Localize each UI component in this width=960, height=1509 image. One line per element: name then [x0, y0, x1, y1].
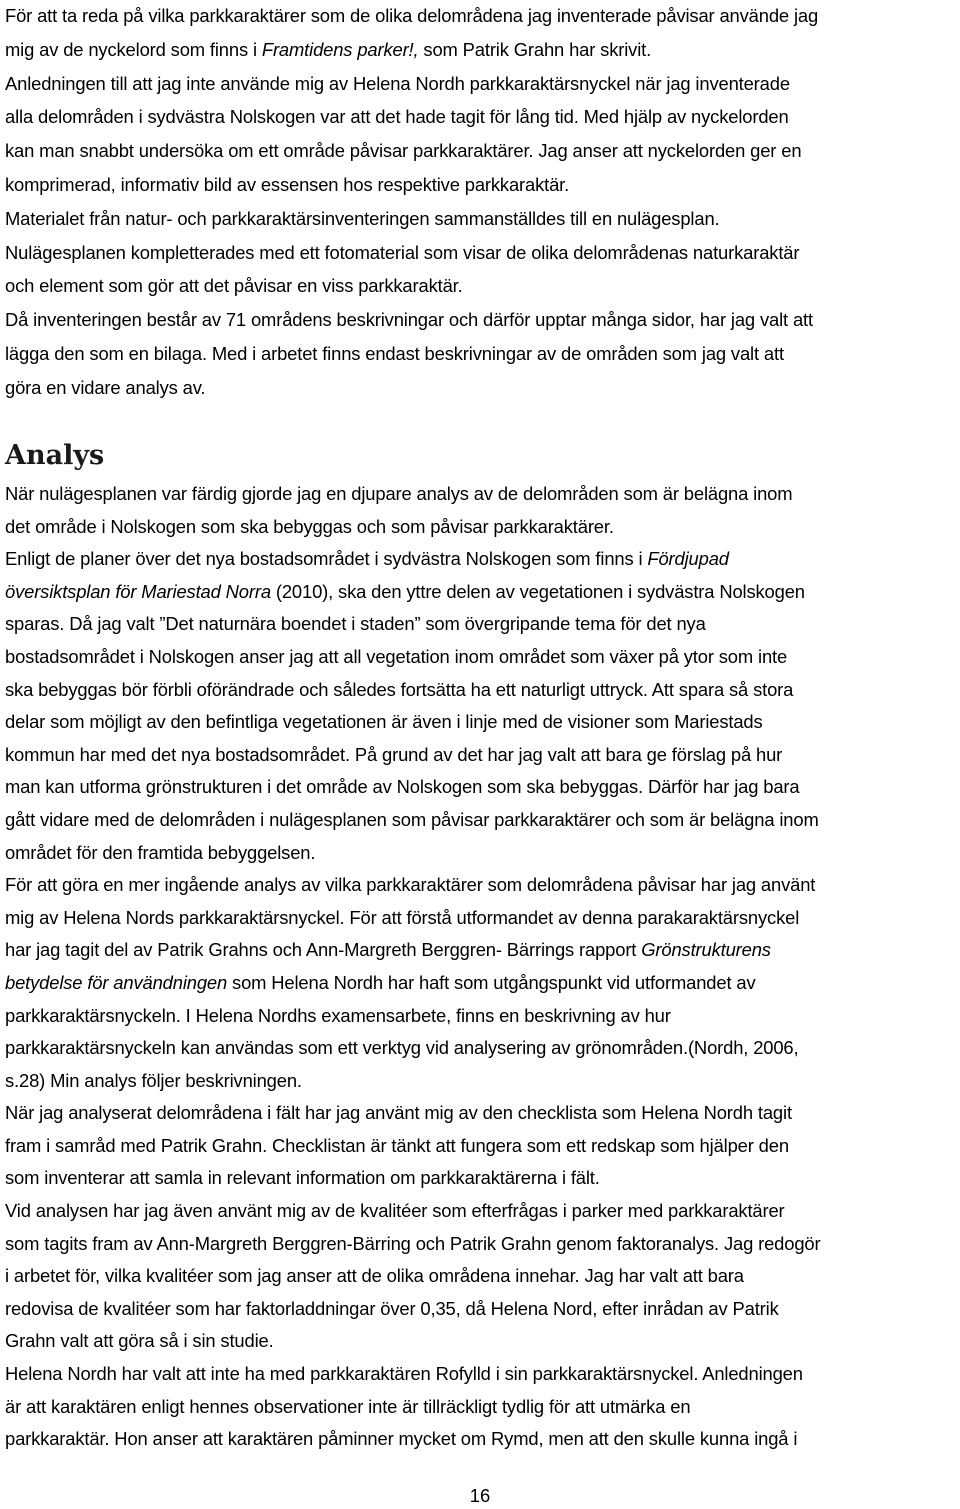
text-line — [5, 1260, 955, 1293]
text-run: mig av Helena Nords parkkaraktärsnyckel. För att förstå utformandet av denna parakaraktärsnyckel — [5, 906, 800, 928]
text-run: det område i Nolskogen som ska bebyggas och som påvisar parkkaraktärer. — [5, 515, 614, 537]
text-run: Vid analysen har jag även använt mig av de kvalitéer som efterfrågas i parker med parkkaraktärer — [5, 1200, 785, 1222]
text-line — [5, 337, 955, 371]
text-line — [5, 608, 955, 641]
text-line — [5, 706, 955, 739]
text-line — [5, 1032, 955, 1065]
text-run: parkkaraktär. Hon anser att karaktären påminner mycket om Rymd, men att den skulle kunna ingå i — [5, 1428, 798, 1450]
text-line — [5, 67, 955, 101]
text-line — [5, 371, 955, 405]
page-number: 16 — [469, 1485, 491, 1506]
text-line — [5, 202, 955, 236]
analysis-text-block — [5, 478, 955, 1456]
italic-title-run: betydelse för användningen — [5, 971, 228, 993]
text-run: Då inventeringen består av 71 områdens beskrivningar och därför upptar många sidor, har jag valt att — [5, 309, 813, 331]
text-run: ska bebyggas bör förbli oförändrade och således fortsätta ha ett naturligt uttryck. Att spara så stora — [5, 678, 794, 700]
italic-title-run: Grönstrukturens — [641, 939, 771, 961]
text-line — [5, 1130, 955, 1163]
text-run: fram i samråd med Patrik Grahn. Checklistan är tänkt att fungera som ett redskap som hjälper den — [5, 1134, 789, 1156]
text-run: är att karaktären enligt hennes observationer inte är tillräckligt tydlig för att utmärka en — [5, 1395, 691, 1417]
text-run: kommun har med det nya bostadsområdet. På grund av det har jag valt att bara ge förslag på hur — [5, 743, 783, 765]
text-line — [5, 1097, 955, 1130]
text-line — [5, 478, 955, 511]
text-run: bostadsområdet i Nolskogen anser jag att all vegetation inom området som växer på ytor som inte — [5, 645, 788, 667]
text-run: Materialet från natur- och parkkaraktärsinventeringen sammanställdes till en nulägesplan. — [5, 207, 720, 229]
text-line — [5, 33, 955, 67]
text-line — [5, 1065, 955, 1098]
text-line — [5, 837, 955, 870]
text-line — [5, 303, 955, 337]
text-run: Grahn valt att göra så i sin studie. — [5, 1330, 274, 1352]
text-run: man kan utforma grönstrukturen i det område av Nolskogen som ska bebyggas. Därför har jag bara — [5, 776, 800, 798]
text-run: Enligt de planer över det nya bostadsområdet i sydvästra Nolskogen som finns i — [5, 548, 648, 570]
text-run: Helena Nordh har valt att inte ha med parkkaraktären Rofylld i sin parkkaraktärsnyckel. Anledningen — [5, 1363, 803, 1385]
text-run: som Patrik Grahn har skrivit. — [418, 38, 652, 60]
text-line — [5, 804, 955, 837]
text-line — [5, 168, 955, 202]
text-line — [5, 100, 955, 134]
text-line — [5, 1000, 955, 1033]
text-run: delar som möjligt av den befintliga vegetationen är även i linje med de visioner som Mariestads — [5, 711, 763, 733]
text-run: sparas. Då jag valt ”Det naturnära boendet i staden” som övergripande tema för det nya — [5, 613, 706, 635]
text-line — [5, 269, 955, 303]
text-run: För att göra en mer ingående analys av vilka parkkaraktärer som delområdena påvisar har jag använt — [5, 874, 816, 896]
text-line — [5, 674, 955, 707]
text-line — [5, 739, 955, 772]
text-run: som Helena Nordh har haft som utgångspunkt vid utformandet av — [227, 971, 756, 993]
text-line — [5, 576, 955, 609]
text-line — [5, 934, 955, 967]
text-line — [5, 543, 955, 576]
text-run: lägga den som en bilaga. Med i arbetet finns endast beskrivningar av de områden som jag valt att — [5, 342, 784, 364]
text-run: parkkaraktärsnyckeln kan användas som ett verktyg vid analysering av grönområden.(Nordh, 2006, — [5, 1037, 799, 1059]
text-run: För att ta reda på vilka parkkaraktärer som de olika delområdena jag inventerade påvisar använde jag — [5, 5, 819, 26]
text-run: Anledningen till att jag inte använde mig av Helena Nordh parkkaraktärsnyckel när jag inventerade — [5, 72, 790, 94]
text-line — [5, 1358, 955, 1391]
text-line — [5, 1195, 955, 1228]
text-line — [5, 1423, 955, 1456]
text-run: redovisa de kvalitéer som har faktorladdningar över 0,35, då Helena Nord, efter inrådan av Patrik — [5, 1297, 779, 1319]
italic-title-run: översiktsplan för Mariestad Norra — [5, 580, 271, 602]
text-run: När nulägesplanen var färdig gjorde jag en djupare analys av de delområden som är belägna inom — [5, 483, 793, 504]
text-line — [5, 511, 955, 544]
text-line — [5, 1228, 955, 1261]
text-run: mig av de nyckelord som finns i — [5, 38, 262, 60]
text-run: s.28) Min analys följer beskrivningen. — [5, 1069, 302, 1091]
text-line — [5, 869, 955, 902]
italic-title-run: Framtidens parker!, — [261, 38, 419, 60]
text-run: Nulägesplanen kompletterades med ett fotomaterial som visar de olika delområdenas naturkaraktär — [5, 241, 800, 263]
section-heading-analys: Analys — [5, 440, 105, 471]
text-line — [5, 0, 955, 33]
text-line — [5, 236, 955, 270]
italic-title-run: Fördjupad — [647, 548, 729, 570]
text-run: När jag analyserat delområdena i fält har jag använt mig av den checklista som Helena Nordh tagit — [5, 1102, 792, 1124]
text-run: området för den framtida bebyggelsen. — [5, 841, 316, 863]
text-run: som tagits fram av Ann-Margreth Berggren-Bärring och Patrik Grahn genom faktoranalys. Jag redogör — [5, 1232, 821, 1254]
text-run: som inventerar att samla in relevant information om parkkaraktärerna i fält. — [5, 1167, 600, 1189]
text-line — [5, 902, 955, 935]
text-run: (2010), ska den yttre delen av vegetationen i sydvästra Nolskogen — [270, 580, 805, 602]
text-run: alla delområden i sydvästra Nolskogen var att det hade tagit för lång tid. Med hjälp av nyckelorden — [5, 106, 789, 128]
text-line — [5, 641, 955, 674]
text-line — [5, 1325, 955, 1358]
text-line — [5, 1293, 955, 1326]
text-run: göra en vidare analys av. — [5, 376, 206, 398]
text-line — [5, 967, 955, 1000]
text-run: parkkaraktärsnyckeln. I Helena Nordhs examensarbete, finns en beskrivning av hur — [5, 1004, 671, 1026]
text-run: och element som gör att det påvisar en viss parkkaraktär. — [5, 275, 463, 297]
text-run: gått vidare med de delområden i nulägesplanen som påvisar parkkaraktärer och som är belägna inom — [5, 808, 819, 830]
text-run: har jag tagit del av Patrik Grahns och Ann-Margreth Berggren- Bärrings rapport — [5, 939, 642, 961]
text-line — [5, 1162, 955, 1195]
text-run: i arbetet för, vilka kvalitéer som jag anser att de olika områdena innehar. Jag har valt att bara — [5, 1265, 744, 1287]
text-run: komprimerad, informativ bild av essensen hos respektive parkkaraktär. — [5, 173, 570, 195]
text-line — [5, 771, 955, 804]
text-run: kan man snabbt undersöka om ett område påvisar parkkaraktärer. Jag anser att nyckelorden ger en — [5, 140, 802, 162]
text-line — [5, 134, 955, 168]
intro-text-block — [5, 0, 955, 405]
text-line — [5, 1391, 955, 1424]
